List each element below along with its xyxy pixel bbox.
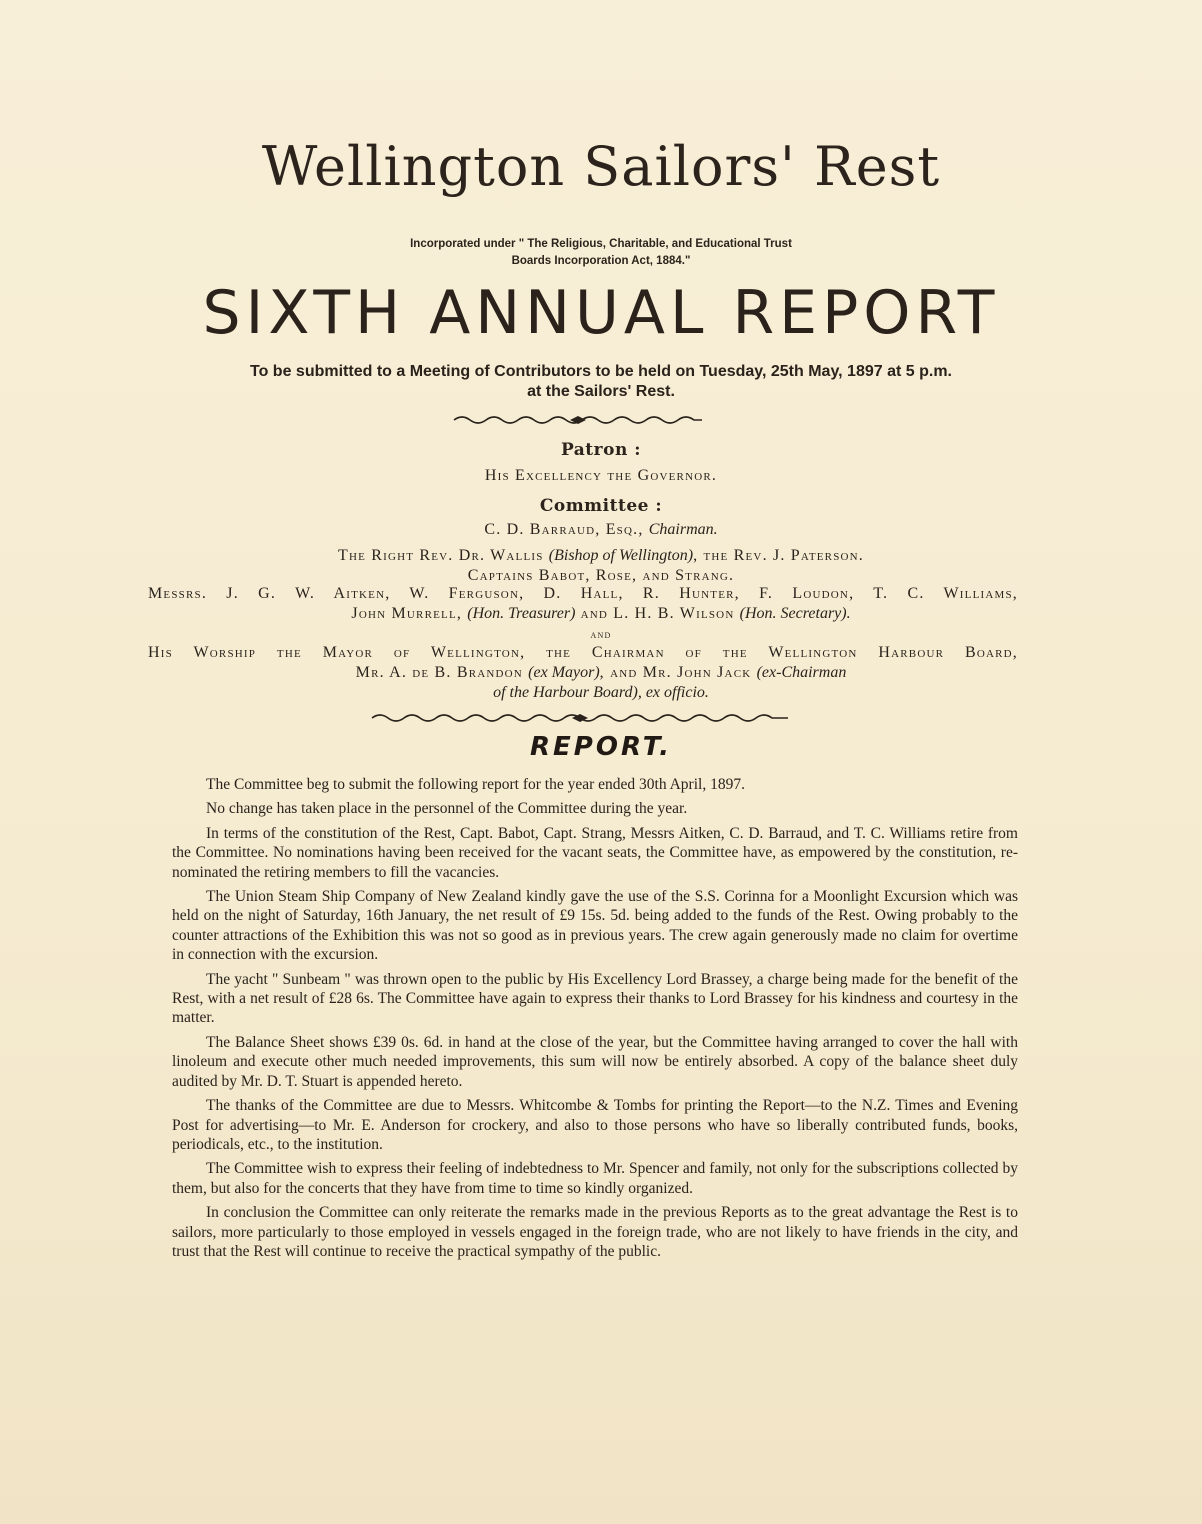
incorporation-notice — [0, 236, 1202, 270]
incorporation-line-2: Boards Incorporation Act, 1884." — [511, 255, 691, 267]
committee-line-5-d: (Hon. Secretary). — [739, 605, 851, 622]
report-paragraph: The yacht " Sunbeam " was thrown open to the public by His Excellency Lord Brassey, a charge being made for the benefit of the Rest, with a net result of £28 6s. The Committee have again to express their thanks to Lord Brassey for his kindness and courtesy in the matter. — [172, 970, 1018, 1027]
committee-line-5-a: John Murrell, — [351, 605, 468, 622]
committee-chairman — [0, 520, 1202, 540]
report-paragraph: The Committee beg to submit the following report for the year ended 30th April, 1897. — [206, 776, 745, 793]
committee-line-7-b: (ex Mayor) — [528, 664, 600, 681]
committee-line-4: Messrs. J. G. W. Aitken, W. Ferguson, D. Hall, R. Hunter, F. Loudon, T. C. Williams, — [148, 585, 1018, 602]
wavy-ornament-icon — [452, 412, 704, 428]
committee-line-3: Captains Babot, Rose, and Strang. — [467, 567, 735, 584]
wavy-ornament-icon — [370, 710, 790, 726]
committee-line-8-text: of the Harbour Board), ex officio. — [493, 684, 709, 701]
meeting-notice — [0, 362, 1202, 402]
committee-line-5 — [0, 604, 1202, 624]
committee-line-6: His Worship the Mayor of Wellington, the Chairman of the Wellington Harbour Board, — [148, 644, 1018, 661]
chairman-name: C. D. Barraud, Esq., — [484, 521, 649, 538]
committee-line-7-c: , and Mr. John Jack — [599, 664, 757, 681]
committee-line-2-c: , the Rev. J. Paterson. — [693, 547, 865, 564]
report-paragraph: The thanks of the Committee are due to Messrs. Whitcombe & Tombs for printing the Report—to the N.Z. Times and Evening Post for advertising—to Mr. E. Anderson for crockery, and also to those persons who have so liberally contributed funds, books, periodicals, etc., to the institution. — [172, 1097, 1018, 1153]
patron-name: His Excellency the Governor. — [484, 467, 718, 484]
report-body — [172, 775, 1018, 1266]
committee-line-2-a: The Right Rev. Dr. Wallis — [337, 547, 549, 564]
chairman-role: Chairman. — [648, 521, 718, 538]
committee-line-7-a: Mr. A. de B. Brandon — [355, 664, 529, 681]
committee-line-7 — [0, 663, 1202, 683]
committee-line-2-b: (Bishop of Wellington) — [548, 547, 694, 564]
patron-heading: Patron : — [560, 440, 642, 460]
committee-line-5-c: and L. H. B. Wilson — [575, 605, 740, 622]
report-paragraph: The Balance Sheet shows £39 0s. 6d. in hand at the close of the year, but the Committee having arranged to cover the hall with linoleum and execute other much needed improvements, this sum will now be entirely absorbed. A copy of the balance sheet duly audited by Mr. D. T. Stuart is appended hereto. — [172, 1033, 1018, 1090]
report-title: SIXTH ANNUAL REPORT — [202, 278, 1000, 348]
meeting-line-2: at the Sailors' Rest. — [527, 383, 675, 400]
report-paragraph: The Committee wish to express their feeling of indebtedness to Mr. Spencer and family, not only for the subscriptions collected by them, but also for the concerts that they have from time to time so kindly organized. — [172, 1160, 1018, 1197]
document-title: Wellington Sailors' Rest — [261, 135, 941, 198]
committee-line-7-d: (ex-Chairman — [756, 664, 847, 681]
report-heading: REPORT. — [530, 732, 672, 762]
committee-heading: Committee : — [539, 496, 663, 516]
incorporation-line-1: Incorporated under " The Religious, Charitable, and Educational Trust — [410, 238, 792, 250]
meeting-line-1: To be submitted to a Meeting of Contributors to be held on Tuesday, 25th May, 1897 at 5 p.m. — [250, 363, 952, 380]
committee-and: and — [590, 627, 612, 641]
report-paragraph: No change has taken place in the personnel of the Committee during the year. — [206, 800, 688, 818]
committee-line-5-b: (Hon. Treasurer) — [467, 605, 576, 622]
report-paragraph: In conclusion the Committee can only reiterate the remarks made in the previous Reports as to the great advantage the Rest is to sailors, more particularly to those employed in vessels engaged in the foreign trade, who are not likely to have friends in the city, and trust that the Rest will continue to receive the practical sympathy of the public. — [172, 1204, 1018, 1260]
committee-line-2 — [0, 546, 1202, 566]
committee-line-8 — [0, 683, 1202, 703]
report-paragraph: The Union Steam Ship Company of New Zealand kindly gave the use of the S.S. Corinna for a Moonlight Excursion which was held on the night of Saturday, 16th January, the net result of £9 15s. 5d. being added to the funds of the Rest. Owing probably to the counter attractions of the Exhibition this was not so good as in previous years. The crew again generously made no claim for overtime in connection with the excursion. — [172, 888, 1018, 964]
report-paragraph: In terms of the constitution of the Rest, Capt. Babot, Capt. Strang, Messrs Aitken, C. D. Barraud, and T. C. Williams retire from the Committee. No nominations having been received for the vacant seats, the Committee have, as empowered by the constitution, re-nominated the retiring members to fill the vacancies. — [172, 824, 1018, 881]
